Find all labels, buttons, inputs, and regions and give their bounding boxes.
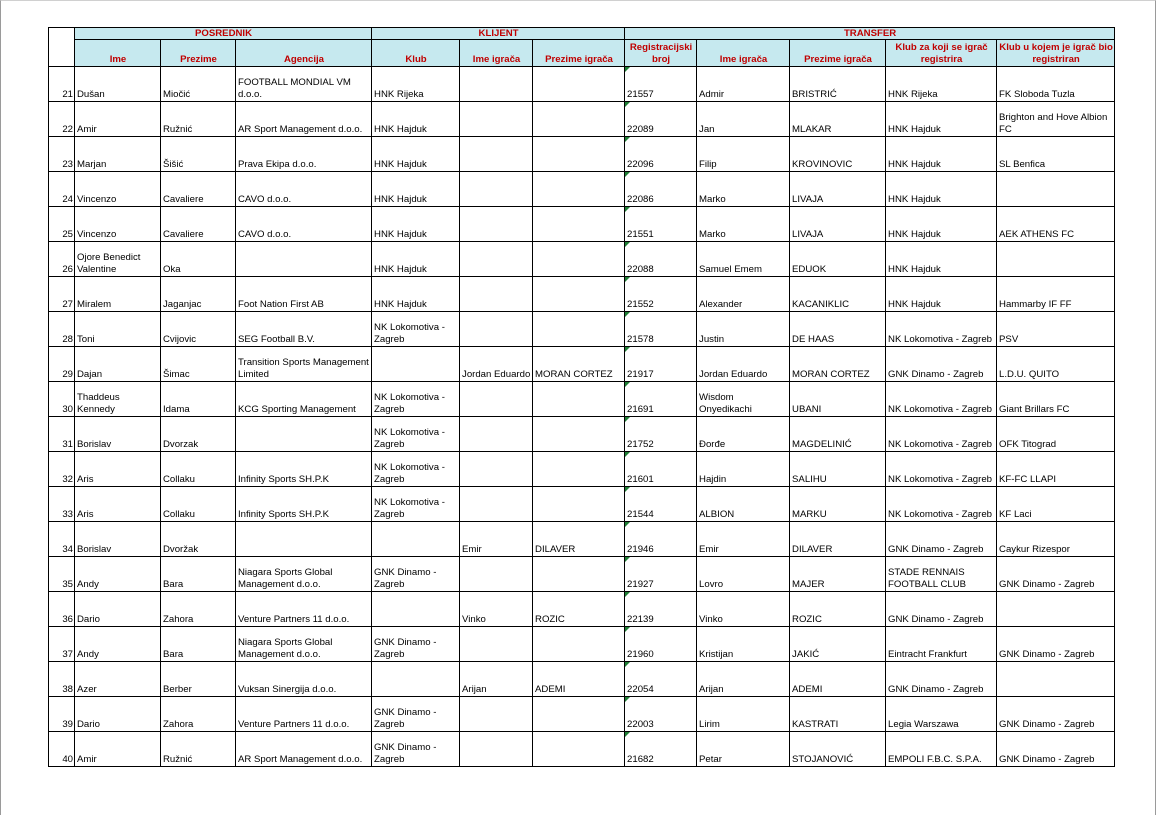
cell-agencija: Prava Ekipa d.o.o.	[236, 137, 372, 172]
cell-klub-u-kojem: Brighton and Hove Albion FC	[997, 102, 1115, 137]
col-ime: Ime	[75, 40, 161, 67]
cell-ime: Thaddeus Kennedy	[75, 382, 161, 417]
cell-klub-u-kojem: PSV	[997, 312, 1115, 347]
cell-agencija: Infinity Sports SH.P.K	[236, 452, 372, 487]
table-row	[49, 207, 1115, 242]
cell-klub: HNK Hajduk	[372, 172, 460, 207]
cell-klub-za-koji: NK Lokomotiva - Zagreb	[886, 417, 997, 452]
table-row	[49, 697, 1115, 732]
cell-prezime-igraca: MORAN CORTEZ	[533, 347, 625, 382]
cell-prezime-igraca	[533, 697, 625, 732]
cell-klub-za-koji: HNK Rijeka	[886, 67, 997, 102]
row-number: 25	[49, 207, 75, 242]
cell-ime: Vincenzo	[75, 172, 161, 207]
cell-klub: HNK Rijeka	[372, 67, 460, 102]
cell-ime: Dario	[75, 592, 161, 627]
col-ime-igraca: Ime igrača	[460, 40, 533, 67]
cell-ime: Borislav	[75, 417, 161, 452]
cell-prezime-igraca	[533, 67, 625, 102]
cell-ime: Ojore Benedict Valentine	[75, 242, 161, 277]
cell-ime-igraca	[460, 172, 533, 207]
cell-prezime: Jaganjac	[161, 277, 236, 312]
table-row	[49, 732, 1115, 767]
col-klub: Klub	[372, 40, 460, 67]
cell-ime: Vincenzo	[75, 207, 161, 242]
cell-transfer-ime-igraca: Jordan Eduardo	[697, 347, 790, 382]
cell-klub: NK Lokomotiva - Zagreb	[372, 417, 460, 452]
cell-prezime-igraca	[533, 242, 625, 277]
cell-klub-u-kojem: Caykur Rizespor	[997, 522, 1115, 557]
table-row	[49, 452, 1115, 487]
cell-klub-u-kojem: FK Sloboda Tuzla	[997, 67, 1115, 102]
cell-agencija: SEG Football B.V.	[236, 312, 372, 347]
table-row	[49, 312, 1115, 347]
cell-prezime-igraca	[533, 627, 625, 662]
row-number: 38	[49, 662, 75, 697]
cell-ime-igraca	[460, 312, 533, 347]
cell-registracijski-broj: 21917	[625, 347, 697, 382]
cell-ime-igraca	[460, 697, 533, 732]
cell-klub: HNK Hajduk	[372, 102, 460, 137]
cell-ime-igraca: Jordan Eduardo	[460, 347, 533, 382]
cell-registracijski-broj: 21960	[625, 627, 697, 662]
cell-ime: Aris	[75, 452, 161, 487]
cell-registracijski-broj: 22089	[625, 102, 697, 137]
cell-prezime-igraca	[533, 452, 625, 487]
cell-transfer-prezime-igraca: LIVAJA	[790, 207, 886, 242]
row-number: 33	[49, 487, 75, 522]
row-number: 39	[49, 697, 75, 732]
cell-ime-igraca	[460, 137, 533, 172]
cell-transfer-ime-igraca: Hajdin	[697, 452, 790, 487]
table-row	[49, 417, 1115, 452]
table-row	[49, 662, 1115, 697]
cell-ime-igraca	[460, 102, 533, 137]
cell-transfer-prezime-igraca: KACANIKLIC	[790, 277, 886, 312]
row-number: 37	[49, 627, 75, 662]
cell-prezime: Ružnić	[161, 732, 236, 767]
cell-klub-u-kojem: GNK Dinamo - Zagreb	[997, 627, 1115, 662]
cell-klub	[372, 592, 460, 627]
cell-prezime: Bara	[161, 557, 236, 592]
cell-agencija: FOOTBALL MONDIAL VM d.o.o.	[236, 67, 372, 102]
cell-prezime: Ružnić	[161, 102, 236, 137]
col-prezime-igraca: Prezime igrača	[533, 40, 625, 67]
row-number: 23	[49, 137, 75, 172]
cell-transfer-ime-igraca: Lirim	[697, 697, 790, 732]
cell-transfer-ime-igraca: Lovro	[697, 557, 790, 592]
row-number: 40	[49, 732, 75, 767]
cell-klub-u-kojem: GNK Dinamo - Zagreb	[997, 732, 1115, 767]
cell-agencija: Vuksan Sinergija d.o.o.	[236, 662, 372, 697]
cell-klub: NK Lokomotiva - Zagreb	[372, 487, 460, 522]
cell-transfer-ime-igraca: Kristijan	[697, 627, 790, 662]
cell-prezime-igraca	[533, 312, 625, 347]
cell-klub-u-kojem: KF Laci	[997, 487, 1115, 522]
cell-transfer-ime-igraca: Wisdom Onyedikachi	[697, 382, 790, 417]
cell-registracijski-broj: 22086	[625, 172, 697, 207]
row-number: 21	[49, 67, 75, 102]
cell-ime: Toni	[75, 312, 161, 347]
cell-klub-u-kojem: OFK Titograd	[997, 417, 1115, 452]
cell-klub-za-koji: STADE RENNAIS FOOTBALL CLUB	[886, 557, 997, 592]
cell-registracijski-broj: 21682	[625, 732, 697, 767]
cell-registracijski-broj: 22003	[625, 697, 697, 732]
cell-klub-u-kojem	[997, 242, 1115, 277]
cell-ime-igraca	[460, 382, 533, 417]
cell-klub	[372, 347, 460, 382]
cell-prezime: Zahora	[161, 697, 236, 732]
cell-ime-igraca	[460, 487, 533, 522]
cell-ime: Miralem	[75, 277, 161, 312]
cell-klub: NK Lokomotiva - Zagreb	[372, 382, 460, 417]
cell-klub-u-kojem: Hammarby IF FF	[997, 277, 1115, 312]
cell-klub	[372, 662, 460, 697]
cell-klub: GNK Dinamo - Zagreb	[372, 697, 460, 732]
cell-prezime-igraca	[533, 487, 625, 522]
cell-transfer-ime-igraca: Samuel Emem	[697, 242, 790, 277]
cell-klub: GNK Dinamo - Zagreb	[372, 627, 460, 662]
col-agencija: Agencija	[236, 40, 372, 67]
cell-registracijski-broj: 22139	[625, 592, 697, 627]
cell-prezime: Šišić	[161, 137, 236, 172]
cell-prezime: Miočić	[161, 67, 236, 102]
cell-klub-za-koji: HNK Hajduk	[886, 137, 997, 172]
cell-ime: Azer	[75, 662, 161, 697]
cell-agencija: Niagara Sports Global Management d.o.o.	[236, 557, 372, 592]
table-row	[49, 137, 1115, 172]
cell-prezime: Cavaliere	[161, 207, 236, 242]
cell-agencija: Venture Partners 11 d.o.o.	[236, 592, 372, 627]
cell-klub-za-koji: Eintracht Frankfurt	[886, 627, 997, 662]
cell-transfer-ime-igraca: Emir	[697, 522, 790, 557]
row-number: 36	[49, 592, 75, 627]
cell-registracijski-broj: 21691	[625, 382, 697, 417]
cell-registracijski-broj: 21552	[625, 277, 697, 312]
cell-klub-u-kojem: GNK Dinamo - Zagreb	[997, 557, 1115, 592]
cell-transfer-prezime-igraca: LIVAJA	[790, 172, 886, 207]
table-row	[49, 592, 1115, 627]
cell-agencija: CAVO d.o.o.	[236, 207, 372, 242]
cell-klub-u-kojem: KF-FC LLAPI	[997, 452, 1115, 487]
cell-prezime: Bara	[161, 627, 236, 662]
cell-prezime: Idama	[161, 382, 236, 417]
cell-ime-igraca	[460, 67, 533, 102]
cell-ime-igraca	[460, 557, 533, 592]
cell-transfer-prezime-igraca: MARKU	[790, 487, 886, 522]
cell-transfer-ime-igraca: Jan	[697, 102, 790, 137]
cell-prezime-igraca	[533, 172, 625, 207]
cell-prezime-igraca	[533, 277, 625, 312]
cell-transfer-ime-igraca: Filip	[697, 137, 790, 172]
cell-klub-za-koji: GNK Dinamo - Zagreb	[886, 662, 997, 697]
cell-klub-u-kojem: GNK Dinamo - Zagreb	[997, 697, 1115, 732]
cell-ime: Marjan	[75, 137, 161, 172]
row-number: 29	[49, 347, 75, 382]
table-row	[49, 172, 1115, 207]
cell-transfer-prezime-igraca: STOJANOVIĆ	[790, 732, 886, 767]
cell-transfer-ime-igraca: Đorđe	[697, 417, 790, 452]
cell-prezime: Dvoržak	[161, 522, 236, 557]
cell-agencija	[236, 242, 372, 277]
cell-transfer-prezime-igraca: MLAKAR	[790, 102, 886, 137]
cell-agencija: KCG Sporting Management	[236, 382, 372, 417]
cell-prezime: Dvorzak	[161, 417, 236, 452]
cell-transfer-ime-igraca: Vinko	[697, 592, 790, 627]
table-row	[49, 557, 1115, 592]
cell-transfer-ime-igraca: Marko	[697, 172, 790, 207]
row-number: 32	[49, 452, 75, 487]
cell-registracijski-broj: 22096	[625, 137, 697, 172]
cell-klub-za-koji: GNK Dinamo - Zagreb	[886, 592, 997, 627]
cell-ime-igraca: Emir	[460, 522, 533, 557]
cell-transfer-ime-igraca: Admir	[697, 67, 790, 102]
cell-transfer-ime-igraca: Petar	[697, 732, 790, 767]
cell-klub-u-kojem: AEK ATHENS FC	[997, 207, 1115, 242]
cell-transfer-prezime-igraca: MORAN CORTEZ	[790, 347, 886, 382]
cell-klub-u-kojem: SL Benfica	[997, 137, 1115, 172]
row-number: 28	[49, 312, 75, 347]
cell-registracijski-broj: 21551	[625, 207, 697, 242]
cell-transfer-prezime-igraca: JAKIĆ	[790, 627, 886, 662]
cell-prezime-igraca	[533, 207, 625, 242]
cell-klub: HNK Hajduk	[372, 207, 460, 242]
row-number: 24	[49, 172, 75, 207]
cell-prezime-igraca: DILAVER	[533, 522, 625, 557]
row-number: 27	[49, 277, 75, 312]
cell-klub-za-koji: NK Lokomotiva - Zagreb	[886, 382, 997, 417]
cell-transfer-prezime-igraca: UBANI	[790, 382, 886, 417]
cell-transfer-ime-igraca: Marko	[697, 207, 790, 242]
cell-klub: GNK Dinamo - Zagreb	[372, 732, 460, 767]
cell-transfer-prezime-igraca: MAGDELINIĆ	[790, 417, 886, 452]
cell-transfer-prezime-igraca: EDUOK	[790, 242, 886, 277]
table-row	[49, 347, 1115, 382]
cell-registracijski-broj: 22054	[625, 662, 697, 697]
cell-klub: HNK Hajduk	[372, 137, 460, 172]
cell-transfer-prezime-igraca: MAJER	[790, 557, 886, 592]
cell-prezime-igraca	[533, 732, 625, 767]
group-klijent: KLIJENT	[372, 28, 625, 40]
group-header-row	[49, 28, 1115, 40]
cell-transfer-prezime-igraca: ADEMI	[790, 662, 886, 697]
cell-agencija: Transition Sports Management Limited	[236, 347, 372, 382]
cell-transfer-prezime-igraca: ROZIC	[790, 592, 886, 627]
cell-klub	[372, 522, 460, 557]
cell-transfer-prezime-igraca: KASTRATI	[790, 697, 886, 732]
row-number: 30	[49, 382, 75, 417]
cell-ime-igraca	[460, 207, 533, 242]
cell-prezime-igraca	[533, 417, 625, 452]
table-row	[49, 522, 1115, 557]
cell-transfer-prezime-igraca: SALIHU	[790, 452, 886, 487]
cell-agencija	[236, 417, 372, 452]
column-header-row	[49, 40, 1115, 67]
cell-klub-za-koji: NK Lokomotiva - Zagreb	[886, 312, 997, 347]
cell-ime-igraca: Vinko	[460, 592, 533, 627]
cell-prezime: Cavaliere	[161, 172, 236, 207]
row-number: 22	[49, 102, 75, 137]
row-number: 34	[49, 522, 75, 557]
col-transfer-prezime-igraca: Prezime igrača	[790, 40, 886, 67]
cell-registracijski-broj: 21578	[625, 312, 697, 347]
cell-registracijski-broj: 21946	[625, 522, 697, 557]
col-klub-za-koji: Klub za koji se igrač registrira	[886, 40, 997, 67]
cell-prezime-igraca	[533, 382, 625, 417]
cell-transfer-prezime-igraca: DILAVER	[790, 522, 886, 557]
cell-klub-za-koji: GNK Dinamo - Zagreb	[886, 522, 997, 557]
cell-klub-u-kojem	[997, 592, 1115, 627]
cell-ime-igraca	[460, 627, 533, 662]
cell-prezime-igraca	[533, 137, 625, 172]
cell-agencija: CAVO d.o.o.	[236, 172, 372, 207]
cell-registracijski-broj: 21601	[625, 452, 697, 487]
col-registracijski-broj: Registracijski broj	[625, 40, 697, 67]
cell-registracijski-broj: 21927	[625, 557, 697, 592]
cell-prezime: Berber	[161, 662, 236, 697]
table-row	[49, 627, 1115, 662]
cell-agencija: Venture Partners 11 d.o.o.	[236, 697, 372, 732]
cell-prezime-igraca: ADEMI	[533, 662, 625, 697]
cell-ime: Amir	[75, 732, 161, 767]
cell-ime: Aris	[75, 487, 161, 522]
cell-ime-igraca	[460, 277, 533, 312]
cell-agencija: Infinity Sports SH.P.K	[236, 487, 372, 522]
corner-cell	[49, 28, 75, 67]
cell-klub-u-kojem: Giant Brillars FC	[997, 382, 1115, 417]
cell-agencija: Niagara Sports Global Management d.o.o.	[236, 627, 372, 662]
cell-klub: GNK Dinamo - Zagreb	[372, 557, 460, 592]
cell-ime-igraca	[460, 242, 533, 277]
cell-ime: Dajan	[75, 347, 161, 382]
cell-transfer-prezime-igraca: BRISTRIĆ	[790, 67, 886, 102]
cell-klub-u-kojem: L.D.U. QUITO	[997, 347, 1115, 382]
cell-agencija: Foot Nation First AB	[236, 277, 372, 312]
group-transfer: TRANSFER	[625, 28, 1115, 40]
cell-prezime: Cvijovic	[161, 312, 236, 347]
cell-transfer-ime-igraca: ALBION	[697, 487, 790, 522]
table-row	[49, 67, 1115, 102]
cell-registracijski-broj: 22088	[625, 242, 697, 277]
cell-agencija	[236, 522, 372, 557]
row-number: 26	[49, 242, 75, 277]
cell-ime: Dušan	[75, 67, 161, 102]
col-transfer-ime-igraca: Ime igrača	[697, 40, 790, 67]
cell-klub-za-koji: NK Lokomotiva - Zagreb	[886, 487, 997, 522]
cell-klub-za-koji: HNK Hajduk	[886, 277, 997, 312]
cell-ime: Amir	[75, 102, 161, 137]
cell-transfer-ime-igraca: Alexander	[697, 277, 790, 312]
cell-prezime-igraca: ROZIC	[533, 592, 625, 627]
row-number: 35	[49, 557, 75, 592]
col-klub-u-kojem: Klub u kojem je igrač bio registriran	[997, 40, 1115, 67]
table-row	[49, 382, 1115, 417]
col-prezime: Prezime	[161, 40, 236, 67]
group-posrednik: POSREDNIK	[75, 28, 372, 40]
table-row	[49, 487, 1115, 522]
table-row	[49, 102, 1115, 137]
cell-prezime-igraca	[533, 102, 625, 137]
cell-prezime: Collaku	[161, 487, 236, 522]
cell-ime-igraca	[460, 732, 533, 767]
cell-prezime: Collaku	[161, 452, 236, 487]
cell-klub-za-koji: HNK Hajduk	[886, 102, 997, 137]
cell-registracijski-broj: 21557	[625, 67, 697, 102]
cell-prezime: Zahora	[161, 592, 236, 627]
cell-prezime: Šimac	[161, 347, 236, 382]
cell-ime-igraca	[460, 417, 533, 452]
cell-klub: HNK Hajduk	[372, 277, 460, 312]
cell-klub-za-koji: EMPOLI F.B.C. S.P.A.	[886, 732, 997, 767]
table-row	[49, 277, 1115, 312]
cell-agencija: AR Sport Management d.o.o.	[236, 732, 372, 767]
cell-ime: Andy	[75, 557, 161, 592]
cell-klub: NK Lokomotiva - Zagreb	[372, 452, 460, 487]
cell-klub-za-koji: Legia Warszawa	[886, 697, 997, 732]
cell-ime: Andy	[75, 627, 161, 662]
cell-klub-u-kojem	[997, 662, 1115, 697]
cell-ime-igraca: Arijan	[460, 662, 533, 697]
cell-transfer-ime-igraca: Arijan	[697, 662, 790, 697]
transfer-register-table	[48, 27, 1115, 767]
cell-transfer-ime-igraca: Justin	[697, 312, 790, 347]
cell-klub: HNK Hajduk	[372, 242, 460, 277]
table-row	[49, 242, 1115, 277]
cell-klub: NK Lokomotiva - Zagreb	[372, 312, 460, 347]
cell-ime: Borislav	[75, 522, 161, 557]
cell-ime-igraca	[460, 452, 533, 487]
cell-agencija: AR Sport Management d.o.o.	[236, 102, 372, 137]
cell-klub-za-koji: GNK Dinamo - Zagreb	[886, 347, 997, 382]
cell-transfer-prezime-igraca: DE HAAS	[790, 312, 886, 347]
cell-ime: Dario	[75, 697, 161, 732]
cell-prezime: Oka	[161, 242, 236, 277]
cell-prezime-igraca	[533, 557, 625, 592]
cell-klub-za-koji: NK Lokomotiva - Zagreb	[886, 452, 997, 487]
cell-klub-u-kojem	[997, 172, 1115, 207]
cell-registracijski-broj: 21752	[625, 417, 697, 452]
cell-klub-za-koji: HNK Hajduk	[886, 242, 997, 277]
row-number: 31	[49, 417, 75, 452]
cell-klub-za-koji: HNK Hajduk	[886, 172, 997, 207]
cell-registracijski-broj: 21544	[625, 487, 697, 522]
cell-klub-za-koji: HNK Hajduk	[886, 207, 997, 242]
cell-transfer-prezime-igraca: KROVINOVIC	[790, 137, 886, 172]
